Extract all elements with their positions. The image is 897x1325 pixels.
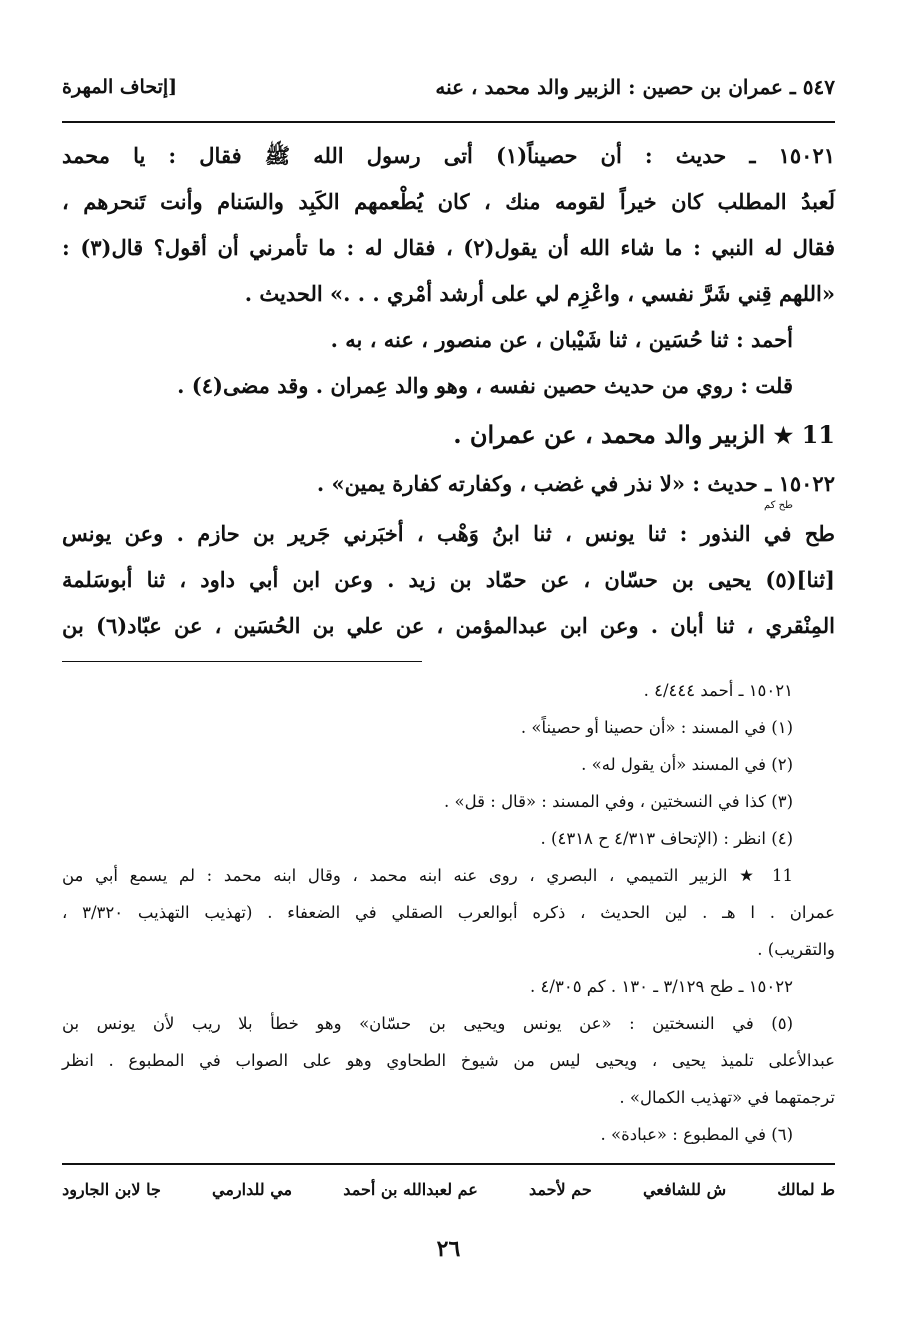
section-title: الزبير والد محمد ، عن عمران .	[453, 420, 766, 449]
section-number: 11	[801, 420, 835, 449]
abbrev-item: حم لأحمد	[529, 1180, 592, 1199]
footnote-line: (٣) كذا في النسختين ، وفي المسند : «قال : قل» .	[444, 792, 793, 811]
hadith-15022-isnad-3: المِنْقري ، ثنا أبان . وعن ابن عبدالمؤمن ، عن علي بن الحُسَين ، عن عبّاد(٦) بن	[62, 613, 835, 638]
star-icon: ★	[773, 423, 794, 449]
hadith-15022-isnad-1: طح في النذور : ثنا يونس ، ثنا ابنُ وَهْب ، أخبَرني جَرير بن حازم . وعن يونس	[62, 521, 835, 546]
footnote-line: 11 ★ الزبير التميمي ، البصري ، روى عنه ابنه محمد ، وقال ابنه محمد : لم يسمع أبي من	[62, 866, 793, 885]
running-header	[62, 70, 835, 104]
hadith-15021-line-1: ١٥٠٢١ ـ حديث : أن حصيناً(١) أتى رسول الله ﷺ فقال : يا محمد	[62, 143, 836, 168]
running-title: ٥٤٧ ـ عمران بن حصين : الزبير والد محمد ، عنه	[435, 75, 835, 99]
footnote-line: عبدالأعلى تلميذ يحيى ، ويحيى ليس من شيوخ الطحاوي وهو على الصواب في المطبوع . انظر	[62, 1051, 835, 1070]
footnote-rule	[62, 661, 422, 662]
hadith-15022-sigla: طح كم	[763, 500, 793, 511]
footnotes	[62, 672, 835, 1153]
header-rule	[62, 121, 835, 123]
abbrev-item: مي للدارمي	[212, 1180, 293, 1199]
hadith-15021-line-4: «اللهم قِني شَرَّ نفسي ، واعْزِم لي على أرشد أمْري . . .» الحديث .	[244, 281, 835, 306]
section-heading	[62, 409, 835, 461]
hadith-15022-line: ١٥٠٢٢ ـ حديث : «لا نذر في غضب ، وكفارته كفارة يمين» .	[316, 471, 835, 496]
page-number: ٢٦	[436, 1236, 461, 1262]
footnote-line: (٥) في النسختين : «عن يونس ويحيى بن حسّان» وهو خطأ بلا ريب لأن يونس بن	[62, 1014, 793, 1033]
footnote-line: والتقريب) .	[757, 940, 835, 959]
footnote-line: ١٥٠٢١ ـ أحمد ٤/٤٤٤ .	[643, 681, 793, 700]
abbreviation-rule	[62, 1163, 835, 1165]
hadith-15021-line-3: فقال له النبي : ما شاء الله أن يقول(٢) ، فقال له : ما تأمرني أن أقول؟ قال(٣) :	[62, 235, 835, 260]
abbrev-item: جا لابن الجارود	[62, 1180, 161, 1199]
footnote-line: ترجمتهما في «تهذيب الكمال» .	[619, 1088, 835, 1107]
hadith-15022-isnad-2: [ثنا](٥) يحيى بن حسّان ، عن حمّاد بن زيد . وعن ابن أبي داود ، ثنا أبوسَلمة	[62, 567, 835, 592]
footnote-line: (١) في المسند : «أن حصينا أو حصيناً» .	[520, 718, 793, 737]
abbrev-item: ش للشافعي	[642, 1180, 727, 1199]
footnote-line: (٤) انظر : (الإتحاف ٤/٣١٣ ح ٤٣١٨) .	[540, 829, 793, 848]
footnote-line: (٢) في المسند «أن يقول له» .	[581, 755, 793, 774]
abbrev-item: ط لمالك	[777, 1180, 835, 1199]
footnote-line: ١٥٠٢٢ ـ طح ٣/١٢٩ ـ ١٣٠ . كم ٤/٣٠٥ .	[530, 977, 793, 996]
main-text	[62, 133, 835, 649]
abbrev-item: عم لعبدالله بن أحمد	[343, 1180, 478, 1199]
isnad-ahmad: أحمد : ثنا حُسَين ، ثنا شَيْبان ، عن منصور ، عنه ، به .	[330, 327, 793, 352]
book-title: [إتحاف المهرة	[62, 76, 178, 98]
footnote-line: عمران . ا هـ . لين الحديث ، ذكره أبوالعرب الصقلي في الضعفاء . (تهذيب التهذيب ٣/٣٢٠ ،	[62, 903, 835, 922]
hadith-15021-line-2: لَعبدُ المطلب كان خيراً لقومه منك ، كان يُطْعمهم الكَبِد والسَنام وأنت تَنحرهم ،	[62, 189, 836, 214]
footnote-line: (٦) في المطبوع : «عبادة» .	[600, 1125, 793, 1144]
qultu-note: قلت : روي من حديث حصين نفسه ، وهو والد عِمران . وقد مضى(٤) .	[177, 373, 793, 398]
abbreviation-legend	[62, 1180, 835, 1199]
